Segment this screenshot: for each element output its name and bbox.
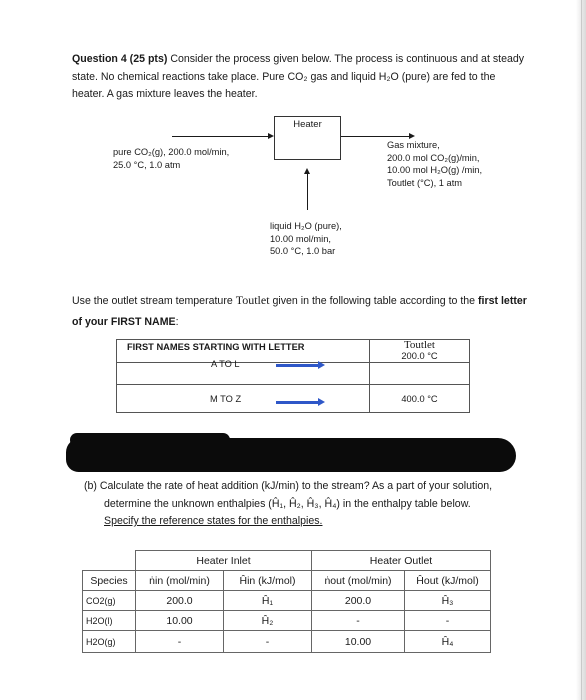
enth-cell: H2O(l) bbox=[83, 611, 136, 631]
part-b bbox=[84, 478, 524, 531]
instruction-var: Toutlet bbox=[235, 293, 270, 307]
water-arrow-line bbox=[307, 174, 308, 210]
enth-cell: CO2(g) bbox=[83, 591, 136, 611]
part-b-line-3: Specify the reference states for the enthalpies. bbox=[104, 515, 323, 527]
fn-temp-2 bbox=[370, 385, 470, 413]
enth-cell: 10.00 bbox=[136, 611, 224, 631]
fn-temp-1: 200.0 °C bbox=[401, 351, 438, 361]
question-body: Consider the process given below. The process is continuous and at steady state. No chemical reactions take place. Pure CO₂ gas and liquid H₂O (pure) are fed to the heater. A gas mixture leaves the heater. bbox=[72, 53, 525, 100]
fn-empty-right bbox=[370, 363, 470, 385]
fn-empty-left bbox=[117, 363, 370, 385]
enth-cell: Ĥ₄ bbox=[405, 631, 491, 653]
question-text bbox=[72, 51, 527, 104]
outlet-arrow-line bbox=[341, 136, 409, 137]
part-b-line-2: determine the unknown enthalpies (Ĥ₁, Ĥ₂, Ĥ₃, Ĥ₄) in the enthalpy table below. bbox=[104, 497, 471, 510]
redaction-mark bbox=[66, 438, 516, 472]
feed-water-label bbox=[270, 220, 342, 258]
fn-range-1: A TO L bbox=[211, 359, 240, 369]
outlet-line-3: 10.00 mol H₂O(g) /min, bbox=[387, 165, 483, 175]
instruction-end: : bbox=[175, 316, 179, 328]
instruction-mid: given in the following table according to the bbox=[272, 295, 476, 307]
feed-co2-label bbox=[113, 146, 229, 171]
fn-header-right bbox=[370, 340, 470, 363]
page-edge-line bbox=[581, 0, 582, 700]
enthalpy-table bbox=[82, 550, 491, 653]
enth-corner bbox=[83, 551, 136, 571]
enth-cell: Ĥ₁ bbox=[224, 591, 312, 611]
outlet-line-4: Toutlet (°C), 1 atm bbox=[387, 177, 463, 188]
water-arrow-head bbox=[304, 168, 310, 174]
fn-header-left bbox=[117, 340, 370, 363]
table-row bbox=[83, 571, 491, 591]
question-heading: Question 4 (25 pts) bbox=[72, 53, 168, 65]
feed-water-line-2: 10.00 mol/min, bbox=[270, 233, 331, 244]
enth-cell: 10.00 bbox=[312, 631, 405, 653]
feed-co2-line-1: pure CO₂(g), 200.0 mol/min, bbox=[113, 147, 230, 157]
enth-cell: 200.0 bbox=[136, 591, 224, 611]
enth-header-nin: ṅin (mol/min) bbox=[136, 571, 224, 591]
fn-header-right-text: Toutlet bbox=[403, 339, 435, 351]
enth-header-hin: Ĥin (kJ/mol) bbox=[224, 571, 312, 591]
enth-cell: H2O(g) bbox=[83, 631, 136, 653]
enth-cell: 200.0 bbox=[312, 591, 405, 611]
enth-header-species: Species bbox=[83, 571, 136, 591]
feed-water-line-1: liquid H₂O (pure), bbox=[270, 221, 342, 231]
enth-cell: - bbox=[312, 611, 405, 631]
instruction-pre: Use the outlet stream temperature bbox=[72, 295, 233, 307]
fn-range-2-text: M TO Z bbox=[210, 393, 242, 404]
feed-arrow-line bbox=[172, 136, 268, 137]
feed-water-line-3: 50.0 °C, 1.0 bar bbox=[270, 246, 336, 256]
enth-header-nout: ṅout (mol/min) bbox=[312, 571, 405, 591]
feed-arrow-head bbox=[268, 133, 274, 139]
enth-cell: - bbox=[405, 611, 491, 631]
blue-arrow-2 bbox=[276, 401, 319, 404]
part-b-line-1: (b) Calculate the rate of heat addition (kJ/min) to the stream? As a part of your solution, bbox=[84, 480, 493, 492]
table-row bbox=[83, 611, 491, 631]
table-row bbox=[117, 385, 470, 413]
enth-group-outlet: Heater Outlet bbox=[312, 551, 491, 571]
enth-cell: - bbox=[224, 631, 312, 653]
enth-group-inlet: Heater Inlet bbox=[136, 551, 312, 571]
blue-arrow-2-head bbox=[318, 398, 325, 406]
heater-label: Heater bbox=[293, 119, 322, 130]
instruction-bold: first letter of your FIRST NAME bbox=[72, 295, 527, 328]
table-row bbox=[83, 591, 491, 611]
enth-header-hout: Ĥout (kJ/mol) bbox=[405, 571, 491, 591]
table-row bbox=[83, 631, 491, 653]
outlet-label bbox=[387, 139, 482, 189]
fn-temp-2-text: 400.0 °C bbox=[401, 393, 438, 404]
fn-header-left-text: FIRST NAMES STARTING WITH LETTER bbox=[127, 342, 305, 352]
enth-cell: Ĥ₃ bbox=[405, 591, 491, 611]
blue-arrow-1 bbox=[276, 364, 319, 367]
instruction-text bbox=[72, 290, 532, 333]
enth-cell: - bbox=[136, 631, 224, 653]
blue-arrow-1-head bbox=[318, 361, 325, 369]
feed-co2-line-2: 25.0 °C, 1.0 atm bbox=[113, 159, 181, 170]
table-row bbox=[83, 551, 491, 571]
table-row bbox=[117, 340, 470, 363]
outlet-line-1: Gas mixture, bbox=[387, 140, 440, 150]
enth-cell: Ĥ₂ bbox=[224, 611, 312, 631]
fn-range-2 bbox=[117, 385, 370, 413]
outlet-line-2: 200.0 mol CO₂(g)/min, bbox=[387, 152, 480, 163]
